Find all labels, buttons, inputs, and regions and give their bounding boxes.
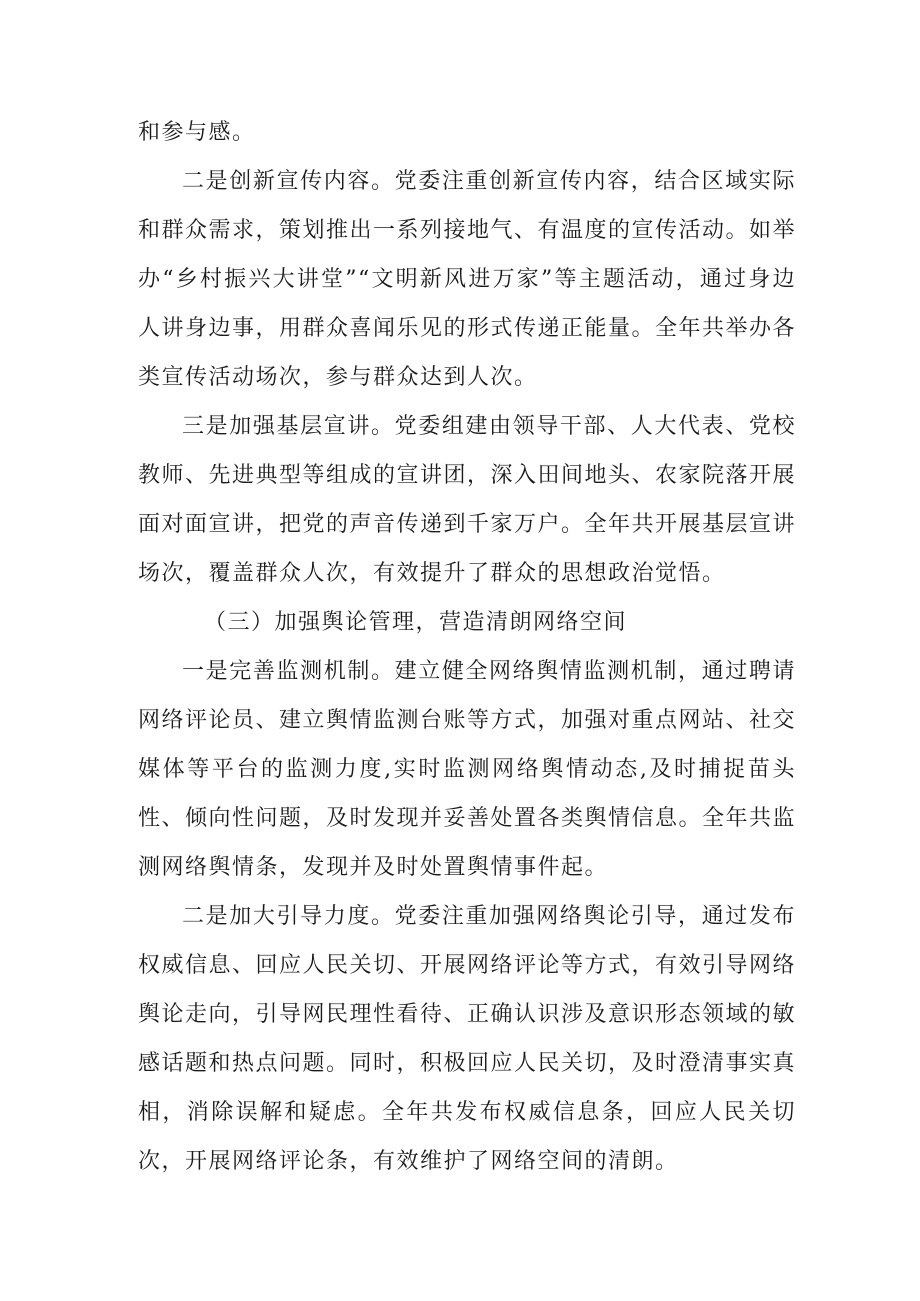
section-heading-opinion-management: （三）加强舆论管理，营造清朗网络空间 — [204, 610, 628, 635]
paragraph-guidance-strength: 二是加大引导力度。党委注重加强网络舆论引导，通过发布权威信息、回应人民关切、开展网络评论等方式，有效引导网络舆论走向，引导网民理性看待、正确认识涉及意识形态领域的敏感话题和热点问题。同时，积极回应人民关切，及时澄清事实真相，消除误解和疑虑。全年共发布权威信息条，回应人民关切次，开展网络评论条，有效维护了网络空间的清朗。 — [138, 904, 797, 1174]
paragraph-monitoring-mechanism: 一是完善监测机制。建立健全网络舆情监测机制，通过聘请网络评论员、建立舆情监测台账等方式，加强对重点网站、社交媒体等平台的监测力度,实时监测网络舆情动态,及时捕捉苗头性、倾向性问题，及时发现并妥善处置各类舆情信息。全年共监测网络舆情条，发现并及时处置舆情事件起。 — [138, 659, 797, 880]
paragraph-innovate-publicity: 二是创新宣传内容。党委注重创新宣传内容，结合区域实际和群众需求，策划推出一系列接地气、有温度的宣传活动。如举办“乡村振兴大讲堂”“文明新风进万家”等主题活动，通过身边人讲身边事，用群众喜闻乐见的形式传递正能量。全年共举办各类宣传活动场次，参与群众达到人次。 — [138, 169, 797, 390]
paragraph-continuation: 和参与感。 — [138, 120, 256, 145]
document-body — [138, 108, 796, 1186]
paragraph-grassroots-lectures: 三是加强基层宣讲。党委组建由领导干部、人大代表、党校教师、先进典型等组成的宣讲团，深入田间地头、农家院落开展面对面宣讲，把党的声音传递到千家万户。全年共开展基层宣讲场次，覆盖群众人次，有效提升了群众的思想政治觉悟。 — [138, 414, 797, 586]
